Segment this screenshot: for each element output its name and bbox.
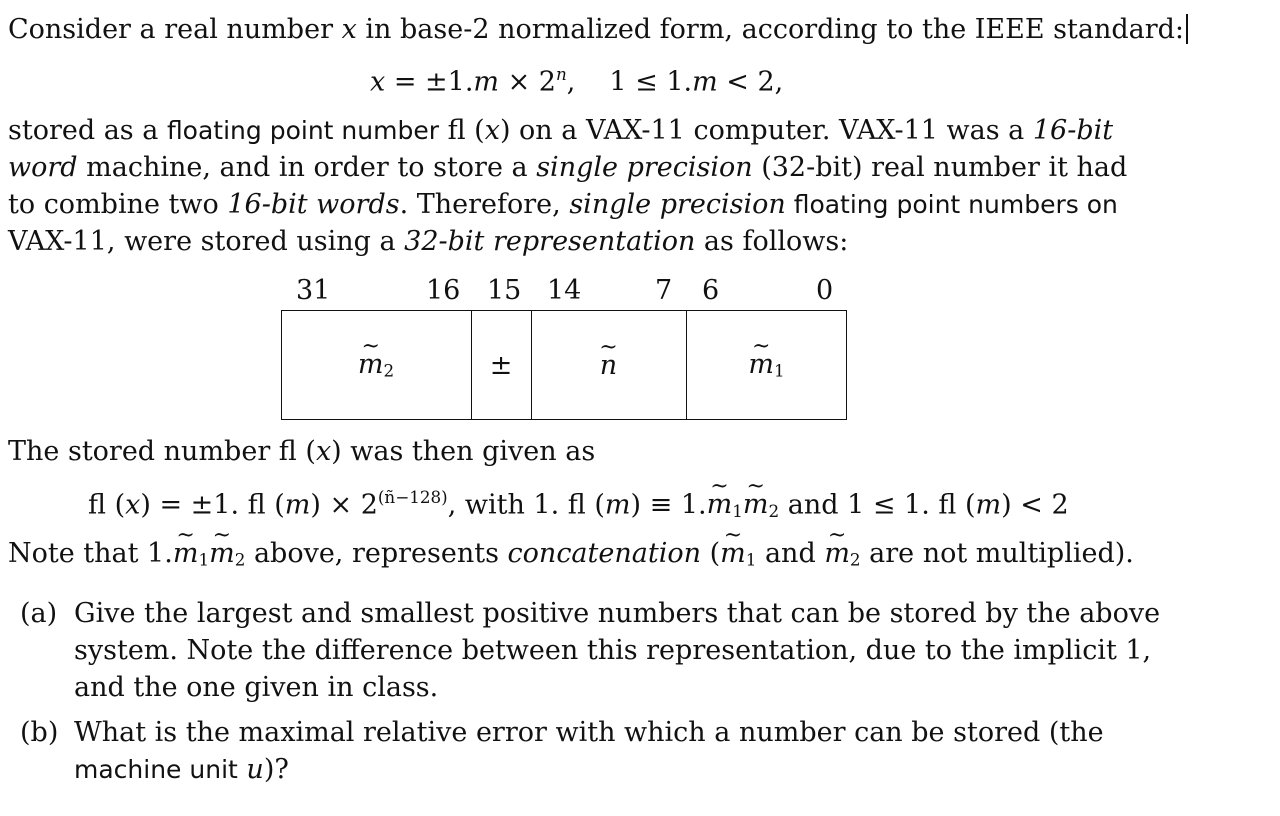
p1l3-f: on [1078, 190, 1118, 219]
eq2-x: x [125, 489, 141, 521]
eq1-times: × 2 [499, 66, 556, 98]
text-cursor [1186, 14, 1188, 44]
bit-6: 6 [702, 275, 720, 306]
eq2-m: m [284, 489, 311, 521]
eq1-lhs: x [370, 66, 386, 98]
para1-line1 [8, 117, 1113, 144]
question-a-line1: Give the largest and smallest positive numbers that can be stored by the above [74, 598, 1161, 629]
bit-0: 0 [816, 275, 834, 306]
cell-sign: ± [489, 349, 513, 381]
p1l4-b: 32-bit representation [404, 226, 696, 257]
question-b-machine-unit: machine unit [74, 755, 238, 784]
note-sub2-b: 2 [849, 549, 861, 570]
stored-line [8, 438, 595, 465]
p1l3-b: 16-bit words [227, 189, 400, 220]
note-sub1-b: 1 [745, 549, 757, 570]
equation-normalized-form [370, 64, 784, 98]
eq2-sub1: 1 [732, 501, 743, 522]
bit-15: 15 [487, 275, 522, 306]
note-m2: ~ m [209, 540, 235, 567]
eq1-exp-n: n [555, 64, 567, 84]
note-line [8, 540, 1134, 568]
register-cell-m2 [281, 310, 471, 420]
note-b: above, represents [245, 538, 508, 569]
register-cell-sign [471, 310, 531, 420]
bit-14: 14 [547, 275, 582, 306]
para1-line2 [8, 154, 1127, 181]
bit-31: 31 [296, 275, 331, 306]
eq1-cond-prefix: 1 ≤ 1. [609, 66, 693, 98]
bit-16: 16 [426, 275, 461, 306]
p1l1-b: floating point number [166, 116, 439, 145]
eq1-rhs: = ±1. [385, 66, 474, 98]
p1l1-d: ) on a VAX-11 computer. VAX-11 was a [499, 115, 1033, 146]
cell-m1-m: ~ m [748, 349, 774, 380]
question-b-label: (b) [20, 717, 59, 748]
note-d: ( [700, 538, 721, 569]
eq2-m1: ~ m [707, 491, 733, 518]
p1l2-a: word [8, 152, 78, 183]
equation-stored-value [88, 489, 1069, 520]
intro-line [8, 14, 1188, 44]
p1l4-c: as follows: [695, 226, 849, 257]
note-m1: ~ m [173, 540, 199, 567]
eq2-b: ) = ±1. fl ( [140, 489, 285, 521]
para1-line3 [8, 191, 1118, 218]
eq1-cond-suffix: < 2, [717, 66, 784, 98]
register-cell-m1 [686, 310, 847, 420]
eq2-sub2: 2 [768, 501, 780, 522]
var-x: x [341, 14, 357, 45]
para1-line4 [8, 228, 848, 255]
question-b-line2 [74, 756, 289, 783]
p1l2-b: machine, and in order to store a [77, 152, 537, 183]
stored-b: ) was then given as [331, 436, 596, 467]
cell-m2-sub: 2 [383, 360, 395, 381]
p1l3-c: . Therefore, [399, 189, 570, 220]
question-a [20, 600, 1160, 627]
note-m1-b: ~ m [720, 540, 746, 567]
cell-m2-m: ~ m [358, 349, 384, 380]
p1l3-d: single precision [569, 189, 786, 220]
note-c: concatenation [507, 538, 701, 569]
eq2-m-2: m [604, 489, 631, 521]
question-b [20, 719, 1104, 746]
note-f: are not multiplied). [860, 538, 1134, 569]
eq2-g: ) < 2 [1001, 489, 1069, 521]
eq2-a: fl ( [88, 489, 126, 521]
question-a-line2: system. Note the difference between this representation, due to the implicit 1, [74, 635, 1152, 666]
register-cell-n [531, 310, 686, 420]
eq1-cond-m: m [692, 66, 718, 98]
p1l1-e: 16-bit [1032, 115, 1114, 146]
note-e: and [756, 538, 825, 569]
question-a-line3: and the one given in class. [74, 672, 439, 703]
p1l3-e: floating point numbers [785, 190, 1079, 219]
cell-n: ~ n [600, 350, 617, 381]
question-b-line1: What is the maximal relative error with which a number can be stored (the [74, 717, 1104, 748]
question-b-u: u [246, 754, 264, 785]
eq2-e: ) ≡ 1. [630, 489, 707, 521]
stored-x: x [315, 436, 332, 467]
p1l2-c: single precision [536, 152, 753, 183]
p1l1-a: stored as a [8, 115, 167, 146]
eq2-exp: (ñ−128) [377, 487, 448, 507]
eq2-m-3: m [975, 489, 1002, 521]
question-b-end: )? [263, 754, 289, 785]
intro-text-2: in base-2 normalized form, according to the IEEE standard: [356, 14, 1185, 45]
bit-7: 7 [655, 275, 673, 306]
note-m2-b: ~ m [824, 540, 850, 567]
p1l4-a: VAX-11, were stored using a [8, 226, 405, 257]
eq2-d: , with 1. fl ( [447, 489, 605, 521]
eq2-f: and 1 ≤ 1. fl ( [779, 489, 976, 521]
stored-a: The stored number fl ( [8, 436, 316, 467]
p1l2-d: (32-bit) real number it had [752, 152, 1128, 183]
p1l1-x: x [484, 115, 500, 146]
p1l1-c: fl ( [438, 115, 485, 146]
eq2-c: ) × 2 [310, 489, 378, 521]
eq1-m: m [473, 66, 500, 98]
note-sub2: 2 [234, 549, 246, 570]
eq1-comma: , [566, 66, 576, 98]
note-sub1: 1 [198, 549, 210, 570]
cell-m1-sub: 1 [773, 360, 785, 381]
note-a: Note that 1. [8, 538, 173, 569]
question-a-label: (a) [20, 598, 58, 629]
intro-text-1: Consider a real number [8, 14, 342, 45]
eq2-m2: ~ m [743, 491, 769, 518]
p1l3-a: to combine two [8, 189, 228, 220]
